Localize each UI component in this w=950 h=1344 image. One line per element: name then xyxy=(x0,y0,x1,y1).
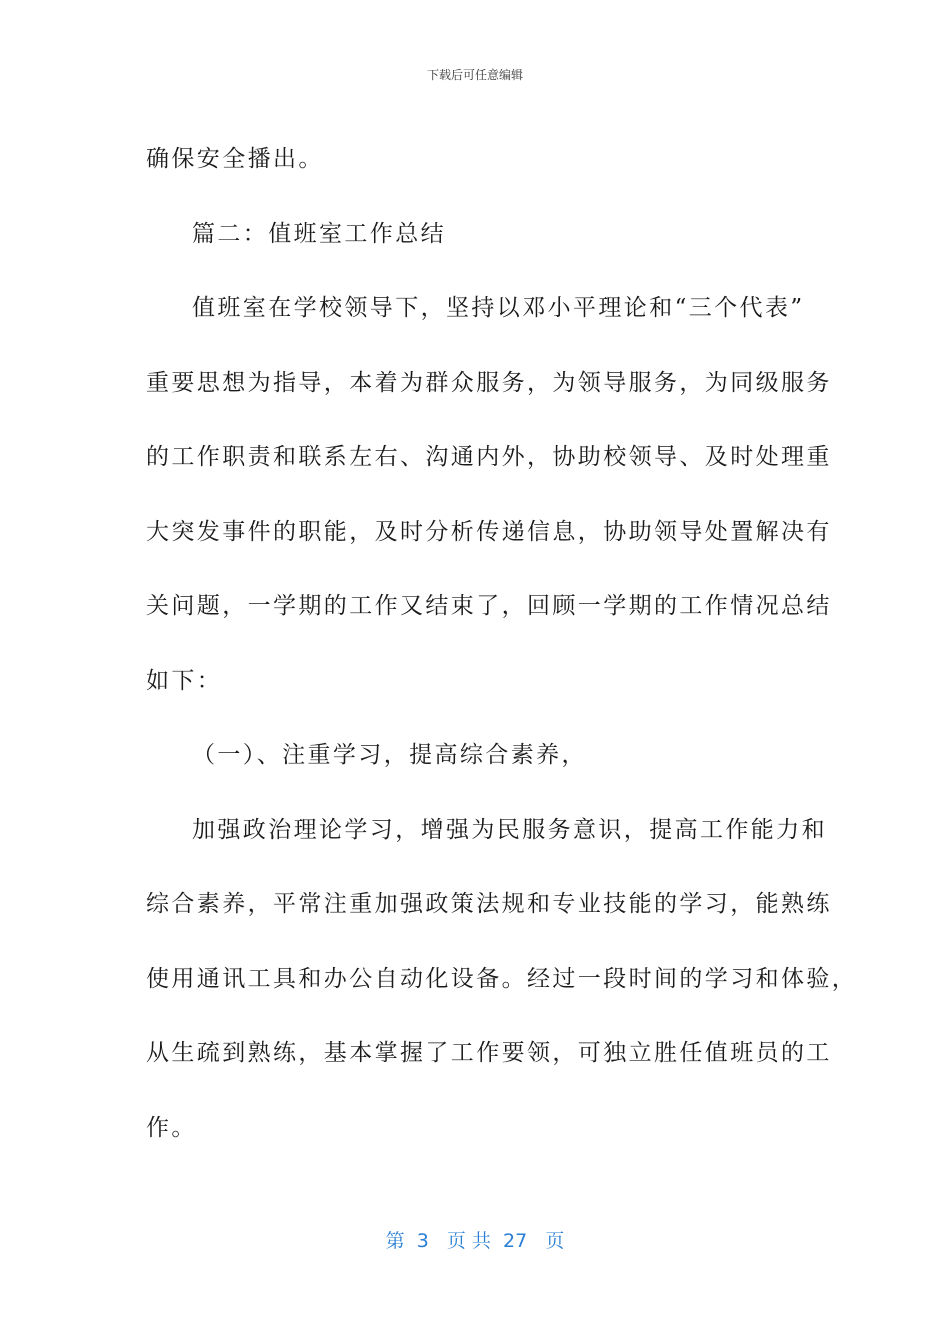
body-line: 如下： xyxy=(146,667,223,694)
page-header: 下载后可任意编辑 xyxy=(426,68,523,82)
paragraph-start: 值班室在学校领导下，坚持以邓小平理论和“三个代表” xyxy=(192,295,805,321)
body-line: 的工作职责和联系左右、沟通内外，协助校领导、及时处理重 xyxy=(146,444,832,470)
body-line: 从生疏到熟练，基本掌握了工作要领，可独立胜任值班员的工 xyxy=(146,1040,832,1066)
page-number-footer: 第 3 页 共 27 页 xyxy=(385,1230,565,1252)
body-line: 大突发事件的职能，及时分析传递信息，协助领导处置解决有 xyxy=(146,518,832,545)
subsection-heading: （一）、注重学习，提高综合素养， xyxy=(192,742,587,768)
body-line: 关问题，一学期的工作又结束了，回顾一学期的工作情况总结 xyxy=(146,593,832,619)
document-body xyxy=(146,122,858,1165)
body-line: 综合素养，平常注重加强政策法规和专业技能的学习，能熟练 xyxy=(146,891,832,917)
body-line: 重要思想为指导，本着为群众服务，为领导服务，为同级服务 xyxy=(146,369,832,396)
body-line: 使用通讯工具和办公自动化设备。经过一段时间的学习和体验， xyxy=(146,965,858,992)
body-line: 确保安全播出。 xyxy=(146,146,324,172)
paragraph-start: 加强政治理论学习，增强为民服务意识，提高工作能力和 xyxy=(192,816,827,843)
body-line: 作。 xyxy=(146,1114,197,1141)
section-heading: 篇二：值班室工作总结 xyxy=(192,220,446,247)
